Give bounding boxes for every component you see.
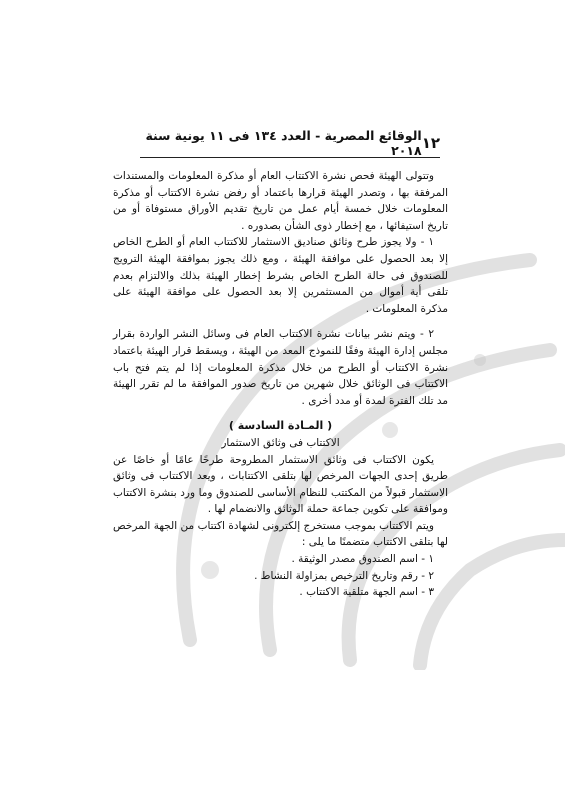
paragraph-review: وتتولى الهيئة فحص نشرة الاكتتاب العام أو مذكرة المعلومات والمستندات المرفقة بها ، وتصدر الهيئة قرارها باعتماد أو رفض نشرة الاكتتاب أو مذكرة المعلومات خلال خمسة أيام عمل من تاريخ تقديم الأوراق مستوفاة أو من تاريخ استيفائها ، مع إخطار ذوى الشأن بصدوره . [113, 170, 448, 232]
header-divider [140, 157, 440, 158]
paragraph-clause-2: ٢ - ويتم نشر بيانات نشرة الاكتتاب العام فى وسائل النشر الواردة بقرار مجلس إدارة الهيئة وفقًا للنموذج المعد من الهيئة ، ويسقط قرار الهيئة باعتماد نشرة الاكتتاب أو الطرح من خلال مذكرة المعلومات إذا لم يتم فتح باب الاكتتاب فى الوثائق خلال شهرين من تاريخ صدور الموافقة ما لم تقرر الهيئة مد تلك الفترة لمدة أو مدد أخرى . [113, 328, 448, 407]
document-body [113, 168, 448, 601]
page-number: ١٢ [421, 134, 440, 152]
list-item: ٢ - رقم وتاريخ الترخيص بمزاولة النشاط . [254, 569, 434, 582]
gazette-title: الوقائع المصرية - العدد ١٣٤ فى ١١ يونية سنة ٢٠١٨ [145, 128, 422, 158]
page-header [140, 128, 440, 158]
paragraph-certificate: ويتم الاكتتاب بموجب مستخرج إلكترونى لشهادة اكتتاب من الجهة المرخص لها بتلقى الاكتتاب متضمنًا ما يلى : [113, 519, 448, 549]
paragraph-subscription: يكون الاكتتاب فى وثائق الاستثمار المطروحة طرحًا عامًا أو خاصًا عن طريق إحدى الجهات المرخص لها بتلقى الاكتتابات ، ويعد الاكتتاب فى وثائق الاستثمار قبولاً من المكتتب للنظام الأساسى للصندوق وما ورد بنشرة الاكتتاب وموافقة على تكوين جماعة حملة الوثائق والانضمام لها . [113, 453, 448, 516]
list-item: ١ - اسم الصندوق مصدر الوثيقة . [291, 553, 434, 566]
article-heading: ( المـادة السادسة ) [228, 419, 333, 433]
article-subheading: الاكتتاب فى وثائق الاستثمار [221, 436, 340, 449]
list-item: ٣ - اسم الجهة متلقية الاكتتاب . [299, 586, 434, 599]
paragraph-clause-1: ١ - ولا يجوز طرح وثائق صناديق الاستثمار للاكتتاب العام أو الطرح الخاص إلا بعد الحصول على موافقة الهيئة ، ومع ذلك يجوز بموافقة الهيئة الترويج للصندوق فى حالة الطرح الخاص بشرط إخطار الهيئة بذلك والالتزام بعدم تلقى أية أموال من المستثمرين إلا بعد الحصول على موافقة الهيئة على مذكرة المعلومات . [113, 236, 448, 315]
